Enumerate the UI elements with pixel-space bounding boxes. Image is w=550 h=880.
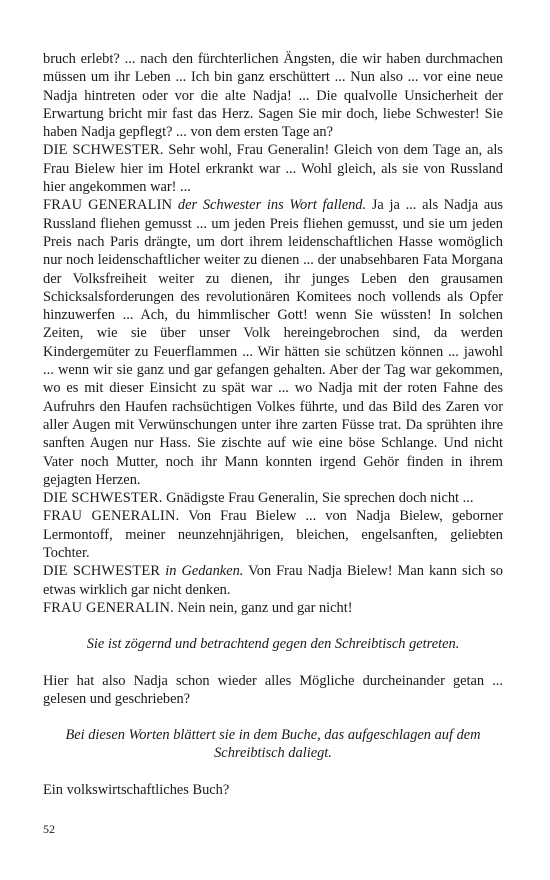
speaker-label: DIE SCHWESTER. xyxy=(43,490,163,507)
speech-text: Ja ja ... als Nadja aus Russland fliehen gemusst ... um jeden Preis fliehen gemusst, und sie um jeden Preis nach Paris drängte, um dort ihrem leidenschaftlichen Hasse womöglich nur noch leidenschaftlicher weiter zu dienen ... der unabsehbaren Fata Morgana der Volksfreiheit weiter zu dienen, ihr junges Leben den grausamen Schicksalsforderungen des revolutionären Komitees noch vollends als Opfer hinzuwerfen ... Ach, du himmlischer Gott! wenn Sie wüssten! In solchen Zeiten, wie sie über unser Volk hereingebrochen sind, da werden Kindergemüter zu Feuerflammen ... Wir hätten sie schützen können ... jawohl ... wenn wir sie ganz und gar gefangen gehalten. Aber der Tag war gekommen, wo es mit dieser Einsicht zu spät war ... wo Nadja mit der roten Fahne des Aufruhrs den Haufen rachsüchtigen Volkes führte, und das Bild des Zaren vor aller Augen mit Verwünschungen unter ihre zarten Füsse trat. Da sprühten ihre sanften Augen nur Hass. Sie zischte auf wie eine böse Schlange. Und nicht Vater noch Mutter, noch ihr Mann konnten irgend Gehör finden in ihrem gejagten Herzen. xyxy=(43,197,504,488)
speech-text: Gnädigste Frau Generalin, Sie sprechen doch nicht ... xyxy=(162,490,474,507)
speech-block xyxy=(43,196,503,489)
page-number: 52 xyxy=(43,822,55,836)
speaker-label: DIE SCHWESTER xyxy=(43,563,161,580)
speech-block xyxy=(43,507,503,562)
speaker-label: DIE SCHWESTER. xyxy=(43,142,164,159)
stage-direction: Sie ist zögernd und betrachtend gegen den Schreibtisch getreten. xyxy=(86,636,460,653)
speech-block xyxy=(43,599,503,617)
speaker-label: FRAU GENERALIN. xyxy=(43,599,174,616)
speech-text-block: Ein volkswirtschaftliches Buch? xyxy=(43,781,230,798)
stage-direction-inline: in Gedanken. xyxy=(160,563,244,580)
page-body xyxy=(43,50,503,799)
stage-direction-inline: der Schwester ins Wort fallend. xyxy=(172,197,367,214)
speaker-label: FRAU GENERALIN. xyxy=(43,508,180,525)
speech-text: Nein nein, ganz und gar nicht! xyxy=(173,599,353,616)
speaker-label: FRAU GENERALIN xyxy=(43,197,173,214)
speech-text: Sehr wohl, Frau Generalin! Gleich von dem Tage an, als Frau Bielew hier im Hotel erkrankt war ... Wohl gleich, als sie von Russland hier angekommen war! ... xyxy=(43,142,503,196)
stage-direction: Bei diesen Worten blättert sie in dem Buche, das aufgeschlagen auf dem Schreibtisch daliegt. xyxy=(65,727,481,762)
speech-block xyxy=(43,141,503,196)
speech-continuation: bruch erlebt? ... nach den fürchterlichen Ängsten, die wir haben durchmachen müssen um ihr Leben ... Ich bin ganz erschüttert ... Nun also ... vor eine neue Nadja hintreten oder vor die alte Nadja! ... Die qualvolle Unsicherheit der Erwartung bricht mir fast das Herz. Sagen Sie mir doch, liebe Schwester! Sie haben Nadja gepflegt? ... von dem ersten Tage an? xyxy=(43,51,503,141)
speech-block xyxy=(43,489,503,507)
speech-text: Von Frau Nadja Bielew! Man kann sich so etwas wirklich gar nicht denken. xyxy=(43,563,503,598)
speech-block xyxy=(43,562,503,599)
speech-text: Von Frau Bielew ... von Nadja Bielew, geborner Lermontoff, meiner neunzehnjährigen, bleichen, engelsanften, geliebten Tochter. xyxy=(43,508,503,562)
speech-text-block: Hier hat also Nadja schon wieder alles Mögliche durcheinander getan ... gelesen und geschrieben? xyxy=(43,672,503,707)
